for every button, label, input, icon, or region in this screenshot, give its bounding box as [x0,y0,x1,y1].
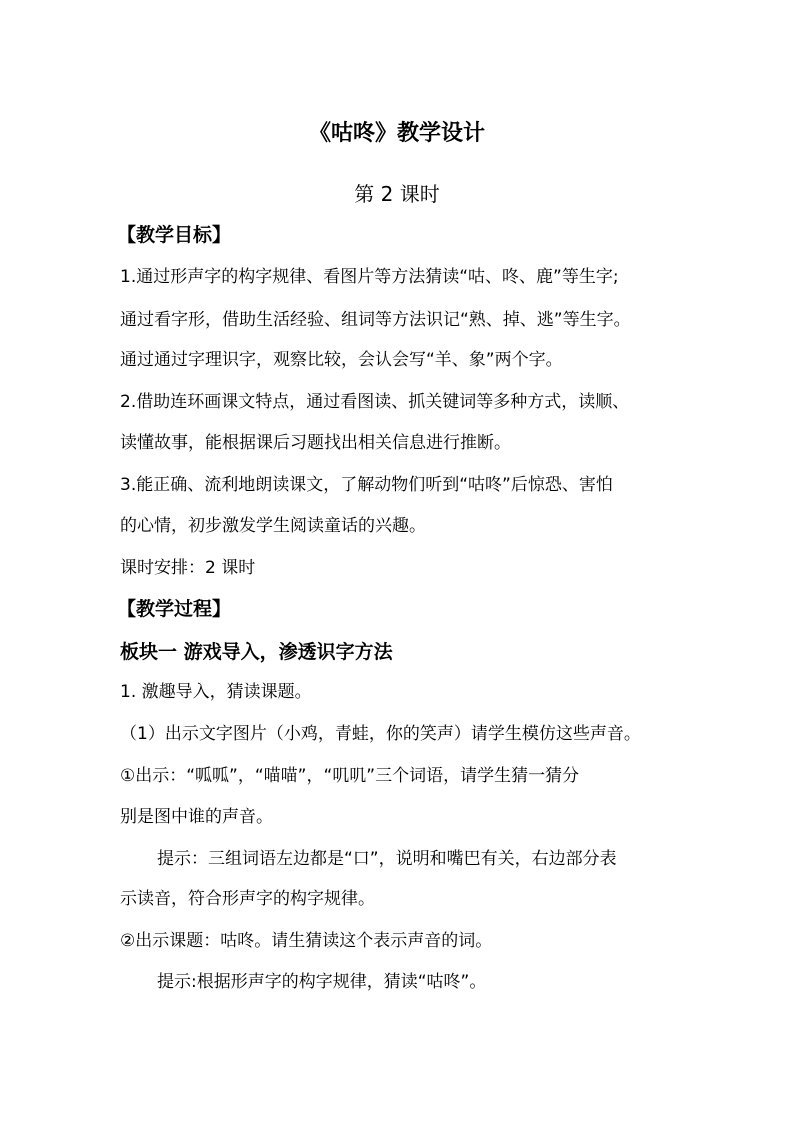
document-subtitle: 第 2 课时 [354,182,440,206]
hint-1-line-2: 示读音，符合形声字的构字规律。 [120,889,375,909]
step-a-line-2: 别是图中谁的声音。 [120,807,273,827]
hint-2: 提示:根据形声字的构字规律，猜读“咕咚”。 [157,972,487,992]
goal-2-line-1: 2.借助连环画课文特点，通过看图读、抓关键词等多种方式，读顺、 [120,392,630,412]
goal-2-line-2: 读懂故事，能根据课后习题找出相关信息进行推断。 [120,433,511,453]
class-schedule: 课时安排：2 课时 [120,558,256,578]
process-heading: 【教学过程】 [117,598,232,620]
goal-1-line-1: 1.通过形声字的构字规律、看图片等方法猜读“咕、咚、鹿”等生字; [120,267,619,287]
block-1-heading: 板块一 游戏导入，渗透识字方法 [120,641,393,663]
step-1-1: （1）出示文字图片（小鸡，青蛙，你的笑声）请学生模仿这些声音。 [120,724,641,744]
goal-1-line-2: 通过看字形，借助生活经验、组词等方法识记“熟、掉、逃”等生字。 [120,310,631,330]
goal-3-line-1: 3.能正确、流利地朗读课文，了解动物们听到“咕咚”后惊恐、害怕 [120,475,613,495]
step-a-line-1: ①出示：“呱呱”，“喵喵”，“叽叽”三个词语，请学生猜一猜分 [120,766,580,786]
document-title: 《咕咚》教学设计 [308,121,485,146]
goal-3-line-2: 的心情，初步激发学生阅读童话的兴趣。 [120,516,426,536]
goals-heading: 【教学目标】 [117,224,232,246]
goal-1-line-3: 通过通过字理识字，观察比较，会认会写“羊、象”两个字。 [120,350,563,370]
step-1: 1. 激趣导入，猜读课题。 [120,682,312,702]
hint-1-line-1: 提示：三组词语左边都是“口”，说明和嘴巴有关，右边部分表 [157,849,617,869]
step-b: ②出示课题：咕咚。请生猜读这个表示声音的词。 [120,931,493,951]
